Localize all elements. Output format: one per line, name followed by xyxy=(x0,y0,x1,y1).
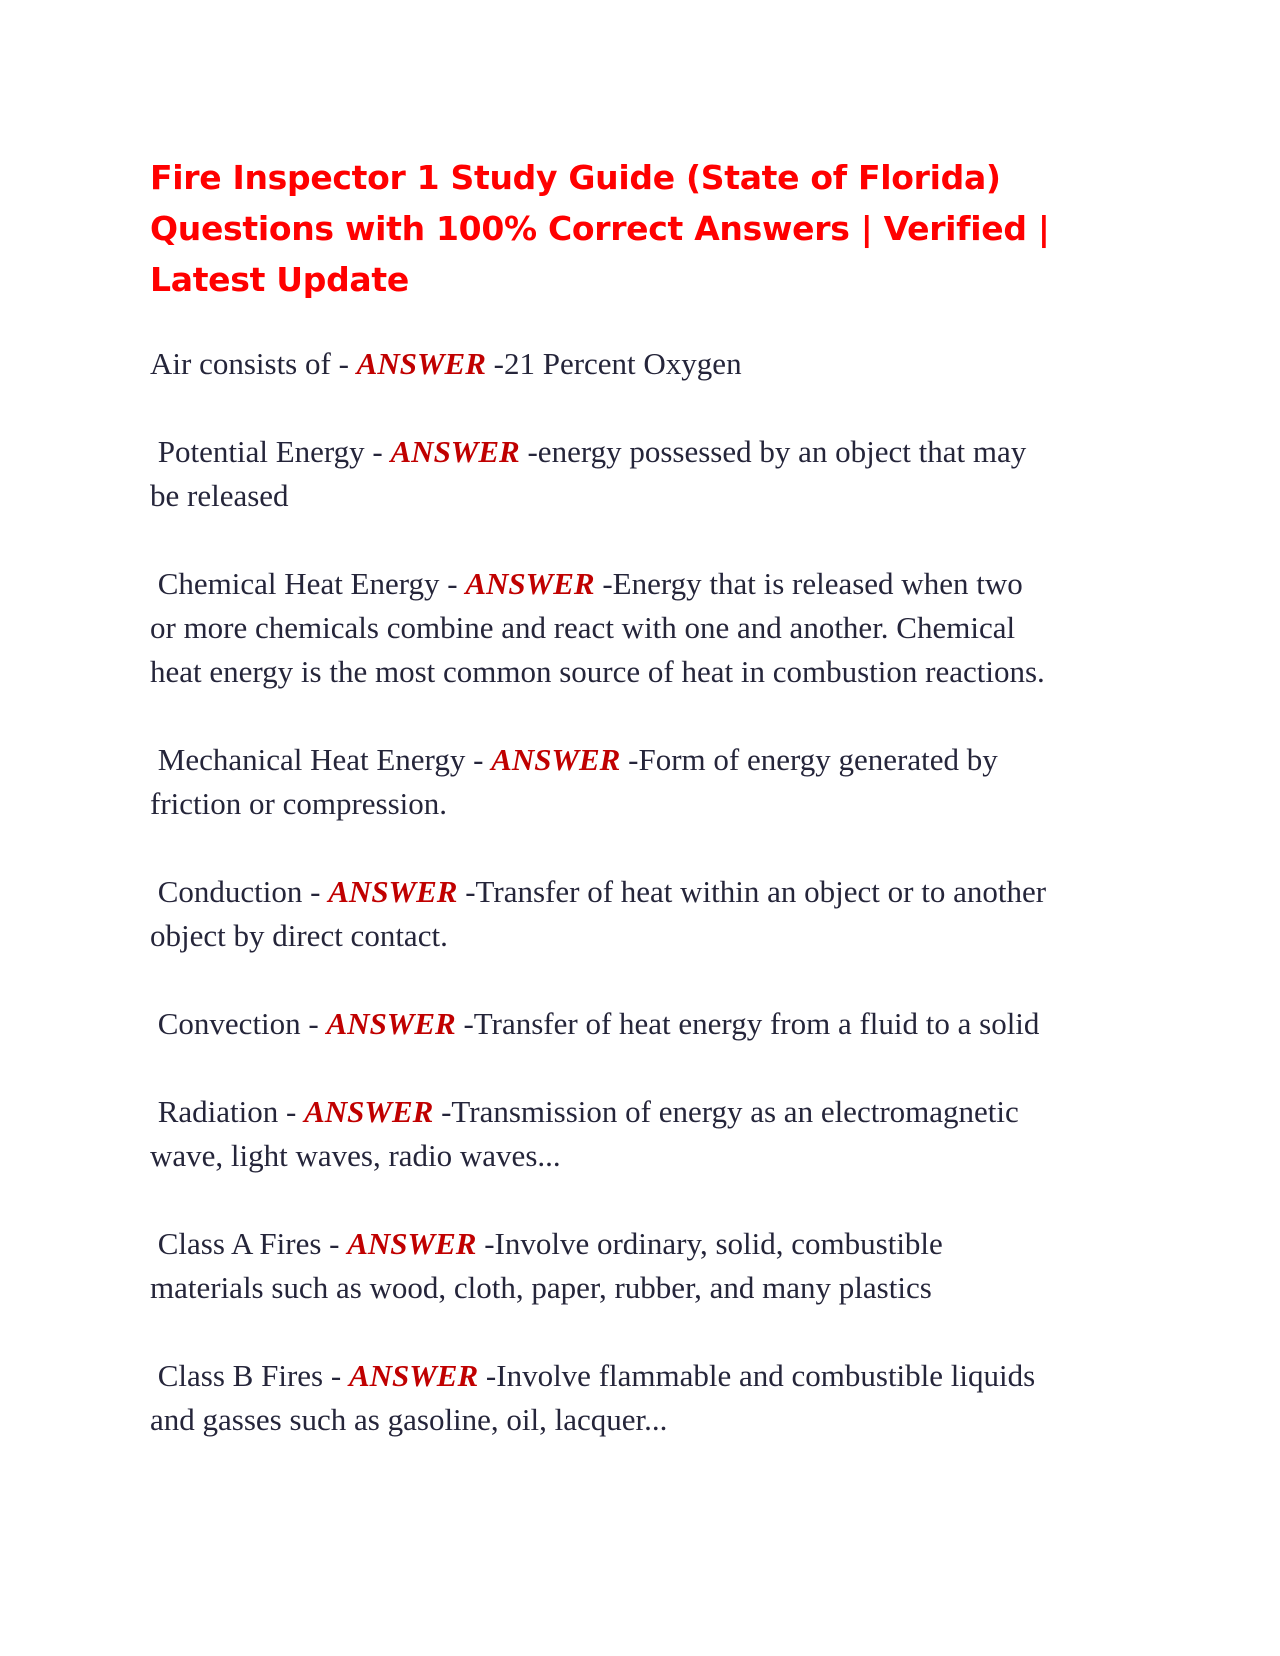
title-line-2: Questions with 100% Correct Answers | Verified | xyxy=(150,209,1050,248)
qa-answer-text: -Involve flammable and combustible liquids xyxy=(485,1358,1036,1393)
qa-answer-continuation: or more chemicals combine and react with one and another. Chemical xyxy=(150,610,1016,645)
qa-answer-text: -Involve ordinary, solid, combustible xyxy=(484,1226,943,1261)
qa-item-air-consists-of xyxy=(150,342,1130,386)
qa-line xyxy=(150,1222,1130,1266)
qa-term: Convection - xyxy=(150,1006,327,1041)
qa-item-potential-energy xyxy=(150,430,1130,518)
qa-item-class-a-fires xyxy=(150,1222,1130,1310)
qa-answer-continuation: materials such as wood, cloth, paper, rubber, and many plastics xyxy=(150,1270,932,1305)
answer-marker: ANSWER xyxy=(390,434,520,469)
qa-answer-continuation: be released xyxy=(150,478,289,513)
qa-answer-continuation: friction or compression. xyxy=(150,786,448,821)
qa-item-mechanical-heat-energy xyxy=(150,738,1130,826)
qa-term: Radiation - xyxy=(150,1094,305,1129)
qa-term: Conduction - xyxy=(150,874,329,909)
answer-marker: ANSWER xyxy=(491,742,621,777)
answer-marker: ANSWER xyxy=(347,1226,477,1261)
qa-line xyxy=(150,430,1130,474)
qa-answer-text: -energy possessed by an object that may xyxy=(527,434,1027,469)
qa-term: Class B Fires - xyxy=(150,1358,349,1393)
qa-term: Class A Fires - xyxy=(150,1226,348,1261)
qa-answer-continuation: and gasses such as gasoline, oil, lacquer... xyxy=(150,1402,668,1437)
qa-line xyxy=(150,1354,1130,1398)
qa-answer-text: -21 Percent Oxygen xyxy=(493,346,742,381)
qa-term: Air consists of - xyxy=(150,346,357,381)
qa-item-conduction xyxy=(150,870,1130,958)
answer-marker: ANSWER xyxy=(465,566,595,601)
document-title xyxy=(150,152,1130,305)
qa-line xyxy=(150,870,1130,914)
qa-line xyxy=(150,1002,1130,1046)
qa-term: Mechanical Heat Energy - xyxy=(150,742,492,777)
answer-marker: ANSWER xyxy=(356,346,486,381)
qa-answer-text: -Transfer of heat within an object or to another xyxy=(465,874,1047,909)
answer-marker: ANSWER xyxy=(326,1006,456,1041)
qa-term: Chemical Heat Energy - xyxy=(150,566,466,601)
answer-marker: ANSWER xyxy=(304,1094,434,1129)
qa-item-class-b-fires xyxy=(150,1354,1130,1442)
qa-answer-text: -Transmission of energy as an electromagnetic xyxy=(441,1094,1019,1129)
qa-term: Potential Energy - xyxy=(150,434,391,469)
qa-line xyxy=(150,738,1130,782)
qa-line xyxy=(150,562,1130,606)
qa-item-convection xyxy=(150,1002,1130,1046)
qa-list xyxy=(150,342,1130,1442)
qa-answer-continuation: heat energy is the most common source of heat in combustion reactions. xyxy=(150,654,1045,689)
qa-answer-continuation: object by direct contact. xyxy=(150,918,448,953)
qa-answer-text: -Transfer of heat energy from a fluid to a solid xyxy=(463,1006,1040,1041)
qa-line xyxy=(150,342,1130,386)
answer-marker: ANSWER xyxy=(328,874,458,909)
title-line-1: Fire Inspector 1 Study Guide (State of Florida) xyxy=(150,158,1001,197)
qa-item-chemical-heat-energy xyxy=(150,562,1130,694)
title-line-3: Latest Update xyxy=(150,260,409,299)
qa-item-radiation xyxy=(150,1090,1130,1178)
qa-line xyxy=(150,1090,1130,1134)
qa-answer-text: -Form of energy generated by xyxy=(628,742,998,777)
qa-answer-continuation: wave, light waves, radio waves... xyxy=(150,1138,561,1173)
answer-marker: ANSWER xyxy=(348,1358,479,1393)
qa-answer-text: -Energy that is released when two xyxy=(602,566,1023,601)
